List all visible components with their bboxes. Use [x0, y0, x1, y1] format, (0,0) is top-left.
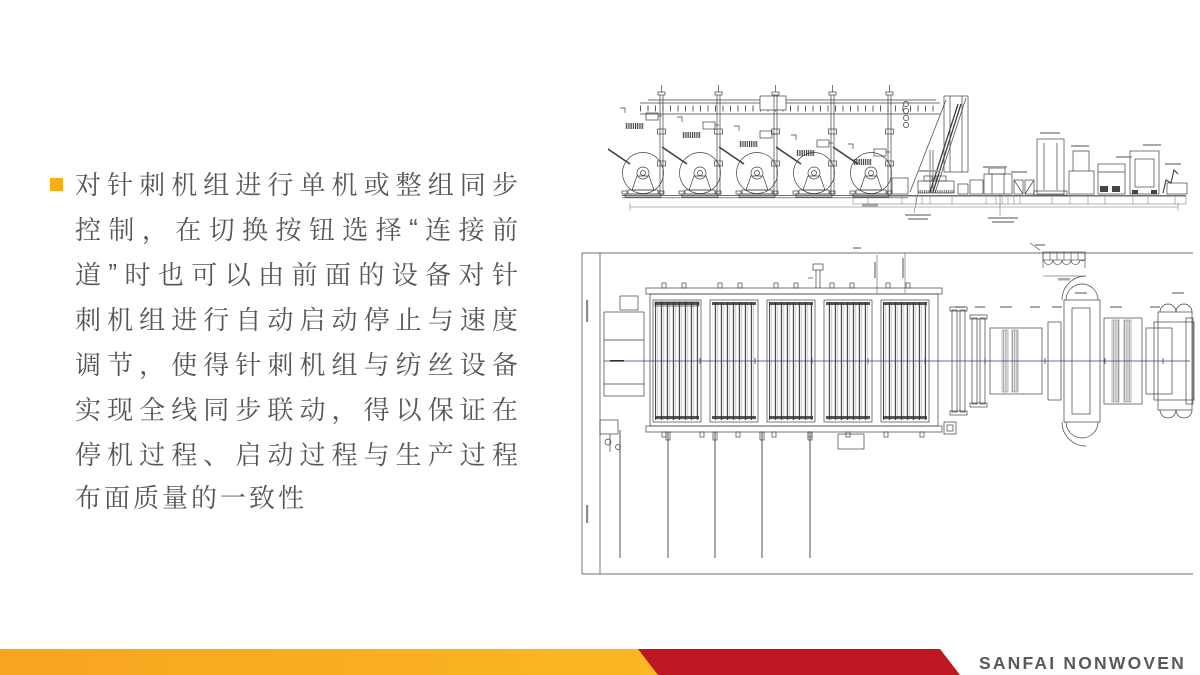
text-line: 控 制 ， 在 切 换 按 钮 选 择 “ 连 接 前 — [75, 213, 518, 245]
brand-text: SANFAI NONWOVEN — [978, 653, 1186, 673]
text-line: 实 现 全 线 同 步 联 动 ， 得 以 保 证 在 — [75, 395, 518, 425]
text-line: 道 ” 时 也 可 以 由 前 面 的 设 备 对 针 — [75, 258, 518, 290]
footer-band-red — [638, 649, 960, 675]
bullet-paragraph — [75, 161, 518, 521]
text-line: 调 节 ， 使 得 针 刺 机 组 与 纺 丝 设 备 — [75, 350, 518, 380]
text-line: 布面质量的一致性 — [75, 483, 308, 513]
footer-band-orange — [0, 649, 658, 675]
text-line: 停 机 过 程 、 启 动 过 程 与 生 产 过 程 — [75, 440, 518, 470]
plan-drawing — [576, 242, 1198, 590]
elevation-drawing — [608, 84, 1192, 232]
bullet-marker — [50, 178, 63, 191]
text-line: 刺 机 组 进 行 自 动 启 动 停 止 与 速 度 — [75, 305, 518, 335]
text-line: 对 针 刺 机 组 进 行 单 机 或 整 组 同 步 — [75, 170, 518, 200]
